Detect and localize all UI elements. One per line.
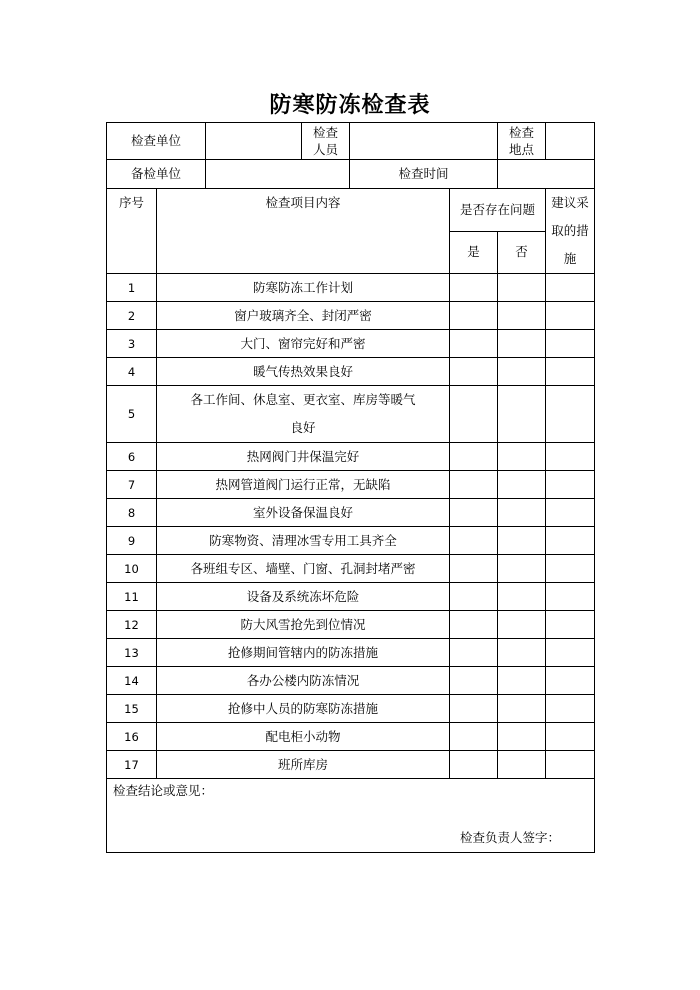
row-no-cell[interactable] xyxy=(498,611,546,639)
row-content: 配电柜小动物 xyxy=(157,723,450,751)
row-seq: 7 xyxy=(107,471,157,499)
row-measures-cell[interactable] xyxy=(546,386,595,443)
row-seq: 10 xyxy=(107,555,157,583)
row-no-cell[interactable] xyxy=(498,302,546,330)
row-content: 各班组专区、墙壁、门窗、孔洞封堵严密 xyxy=(157,555,450,583)
row-measures-cell[interactable] xyxy=(546,471,595,499)
table-row xyxy=(107,358,595,386)
row-seq: 1 xyxy=(107,274,157,302)
row-yes-cell[interactable] xyxy=(450,499,498,527)
row-content: 班所库房 xyxy=(157,751,450,779)
table-row xyxy=(107,386,595,443)
row-content: 热网管道阀门运行正常，无缺陷 xyxy=(157,471,450,499)
row-no-cell[interactable] xyxy=(498,723,546,751)
row-measures-cell[interactable] xyxy=(546,751,595,779)
row-seq: 6 xyxy=(107,443,157,471)
table-row xyxy=(107,667,595,695)
document-title: 防寒防冻检查表 xyxy=(269,93,431,118)
row-measures-cell[interactable] xyxy=(546,723,595,751)
row-no-cell[interactable] xyxy=(498,386,546,443)
row-content: 大门、窗帘完好和严密 xyxy=(157,330,450,358)
row-content: 防寒物资、清理冰雪专用工具齐全 xyxy=(157,527,450,555)
inspector-label: 检查 人员 xyxy=(302,123,350,160)
row-no-cell[interactable] xyxy=(498,555,546,583)
row-content: 各工作间、休息室、更衣室、库房等暖气 良好 xyxy=(157,386,450,443)
row-measures-cell[interactable] xyxy=(546,695,595,723)
row-no-cell[interactable] xyxy=(498,471,546,499)
row-yes-cell[interactable] xyxy=(450,527,498,555)
row-measures-cell[interactable] xyxy=(546,639,595,667)
table-row xyxy=(107,527,595,555)
column-header-measures: 建议采取的措 施 xyxy=(546,189,595,274)
row-no-cell[interactable] xyxy=(498,667,546,695)
row-content: 暖气传热效果良好 xyxy=(157,358,450,386)
table-row xyxy=(107,274,595,302)
table-row xyxy=(107,555,595,583)
inspect-unit-field[interactable] xyxy=(206,123,302,160)
row-yes-cell[interactable] xyxy=(450,583,498,611)
row-content: 各办公楼内防冻情况 xyxy=(157,667,450,695)
row-measures-cell[interactable] xyxy=(546,555,595,583)
row-seq: 11 xyxy=(107,583,157,611)
inspector-field[interactable] xyxy=(350,123,498,160)
row-content: 防大风雪抢先到位情况 xyxy=(157,611,450,639)
table-row xyxy=(107,611,595,639)
row-no-cell[interactable] xyxy=(498,751,546,779)
row-no-cell[interactable] xyxy=(498,358,546,386)
row-content: 抢修中人员的防寒防冻措施 xyxy=(157,695,450,723)
row-measures-cell[interactable] xyxy=(546,302,595,330)
column-header-content: 检查项目内容 xyxy=(157,189,450,274)
row-yes-cell[interactable] xyxy=(450,274,498,302)
table-row xyxy=(107,499,595,527)
row-measures-cell[interactable] xyxy=(546,330,595,358)
location-label: 检查 地点 xyxy=(498,123,546,160)
row-seq: 16 xyxy=(107,723,157,751)
row-measures-cell[interactable] xyxy=(546,527,595,555)
row-yes-cell[interactable] xyxy=(450,386,498,443)
conclusion-area[interactable] xyxy=(107,779,595,853)
row-no-cell[interactable] xyxy=(498,274,546,302)
row-measures-cell[interactable] xyxy=(546,499,595,527)
row-seq: 9 xyxy=(107,527,157,555)
row-measures-cell[interactable] xyxy=(546,274,595,302)
row-content: 防寒防冻工作计划 xyxy=(157,274,450,302)
row-yes-cell[interactable] xyxy=(450,302,498,330)
table-row xyxy=(107,302,595,330)
row-content: 抢修期间管辖内的防冻措施 xyxy=(157,639,450,667)
column-header-seq: 序号 xyxy=(107,189,157,274)
table-row xyxy=(107,583,595,611)
row-measures-cell[interactable] xyxy=(546,443,595,471)
row-content: 室外设备保温良好 xyxy=(157,499,450,527)
row-yes-cell[interactable] xyxy=(450,358,498,386)
row-seq: 15 xyxy=(107,695,157,723)
table-row xyxy=(107,723,595,751)
table-row xyxy=(107,751,595,779)
row-yes-cell[interactable] xyxy=(450,555,498,583)
row-no-cell[interactable] xyxy=(498,527,546,555)
row-seq: 4 xyxy=(107,358,157,386)
column-header-no: 否 xyxy=(498,231,546,274)
row-yes-cell[interactable] xyxy=(450,611,498,639)
row-no-cell[interactable] xyxy=(498,583,546,611)
row-yes-cell[interactable] xyxy=(450,639,498,667)
table-row xyxy=(107,639,595,667)
row-no-cell[interactable] xyxy=(498,695,546,723)
row-seq: 12 xyxy=(107,611,157,639)
inspection-table xyxy=(106,122,595,853)
row-no-cell[interactable] xyxy=(498,499,546,527)
location-field[interactable] xyxy=(546,123,595,160)
backup-unit-label: 备检单位 xyxy=(107,160,206,189)
conclusion-label: 检查结论或意见： xyxy=(113,783,214,798)
row-yes-cell[interactable] xyxy=(450,471,498,499)
row-content: 热网阀门井保温完好 xyxy=(157,443,450,471)
row-yes-cell[interactable] xyxy=(450,695,498,723)
row-seq: 5 xyxy=(107,386,157,443)
row-seq: 17 xyxy=(107,751,157,779)
row-seq: 2 xyxy=(107,302,157,330)
row-yes-cell[interactable] xyxy=(450,330,498,358)
row-seq: 8 xyxy=(107,499,157,527)
signature-label: 检查负责人签字： xyxy=(460,830,561,845)
row-yes-cell[interactable] xyxy=(450,751,498,779)
table-row xyxy=(107,695,595,723)
inspect-time-label: 检查时间 xyxy=(350,160,498,189)
row-yes-cell[interactable] xyxy=(450,723,498,751)
inspect-unit-label: 检查单位 xyxy=(107,123,206,160)
row-measures-cell[interactable] xyxy=(546,358,595,386)
row-yes-cell[interactable] xyxy=(450,443,498,471)
inspect-time-field[interactable] xyxy=(498,160,595,189)
column-header-issue: 是否存在问题 xyxy=(450,189,546,232)
column-header-yes: 是 xyxy=(450,231,498,274)
row-no-cell[interactable] xyxy=(498,443,546,471)
row-seq: 13 xyxy=(107,639,157,667)
row-content: 窗户玻璃齐全、封闭严密 xyxy=(157,302,450,330)
row-seq: 3 xyxy=(107,330,157,358)
backup-unit-field[interactable] xyxy=(206,160,350,189)
row-measures-cell[interactable] xyxy=(546,611,595,639)
table-row xyxy=(107,471,595,499)
row-content: 设备及系统冻坏危险 xyxy=(157,583,450,611)
row-yes-cell[interactable] xyxy=(450,667,498,695)
table-row xyxy=(107,443,595,471)
row-no-cell[interactable] xyxy=(498,639,546,667)
row-no-cell[interactable] xyxy=(498,330,546,358)
row-measures-cell[interactable] xyxy=(546,667,595,695)
row-measures-cell[interactable] xyxy=(546,583,595,611)
table-row xyxy=(107,330,595,358)
row-seq: 14 xyxy=(107,667,157,695)
